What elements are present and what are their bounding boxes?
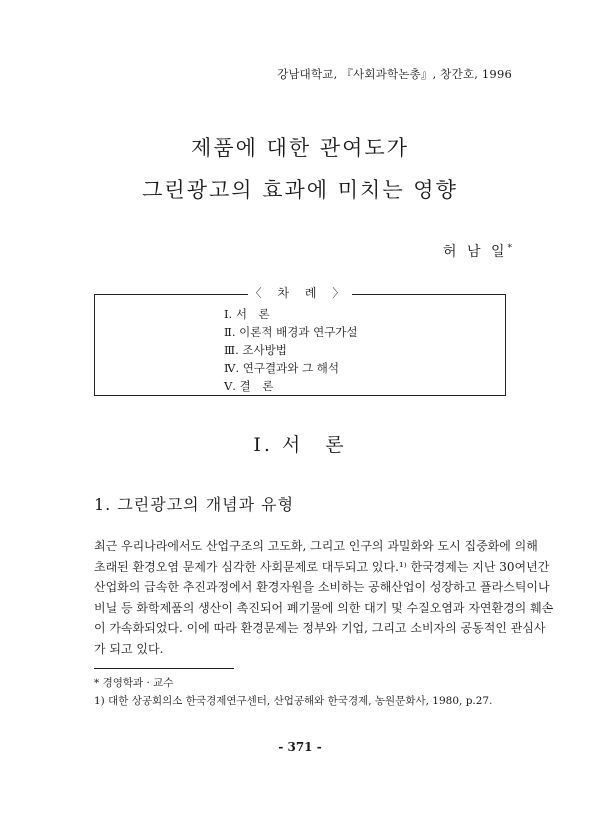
paragraph-line: 비닐 등 화학제품의 생산이 촉진되어 폐기물에 의한 대기 및 수질오염과 자연환경의 훼손: [94, 600, 554, 615]
paragraph-line: 산업화의 급속한 추진과정에서 환경자원을 소비하는 공해산업이 성장하고 플라스틱이나: [94, 580, 550, 594]
title-line-2: 그린광고의 효과에 미치는 영향: [142, 178, 458, 202]
toc-item: Ⅲ. 조사방법: [224, 343, 287, 357]
toc-heading-text: 〈 차 례 〉: [249, 286, 351, 300]
page-number: - 371 -: [278, 740, 322, 754]
section-heading: Ⅰ. 서 론: [253, 434, 347, 456]
toc-item: Ⅱ. 이론적 배경과 연구가설: [224, 325, 358, 339]
paragraph-line: 가 되고 있다.: [94, 641, 164, 656]
author-footnote-mark: *: [507, 243, 512, 254]
toc-item: Ⅴ. 결 론: [224, 379, 274, 393]
paragraph-line: 이 가속화되었다. 이에 따라 환경문제는 정부와 기업, 그리고 소비자의 공동적인 관심사: [94, 621, 546, 635]
journal-citation: 강남대학교, 『사회과학논총』, 창간호, 1996: [277, 67, 512, 81]
footnote-author: * 경영학과 · 교수: [94, 677, 174, 689]
paragraph-line: 최근 우리나라에서도 산업구조의 고도화, 그리고 인구의 과밀화와 도시 집중화에 의해: [94, 539, 538, 553]
toc-item: Ⅳ. 연구결과와 그 해석: [224, 361, 339, 375]
toc-item: Ⅰ. 서 론: [224, 307, 270, 321]
title-line-1: 제품에 대한 관여도가: [191, 136, 409, 160]
footnote-divider: [94, 668, 234, 669]
body-paragraph: [94, 536, 554, 659]
toc-list: [224, 305, 358, 395]
author-name-text: 허 남 일: [443, 244, 508, 260]
footnote-1: 1) 대한 상공회의소 한국경제연구센터, 산업공해와 한국경제, 농원문화사, 1980, p.27.: [94, 695, 493, 707]
subsection-heading: 1. 그린광고의 개념과 유형: [94, 495, 295, 514]
toc-heading: [0, 284, 600, 301]
author-name: [443, 241, 512, 261]
paragraph-line: 초래된 환경오염 문제가 심각한 사회문제로 대두되고 있다.¹⁾ 한국경제는 지난 30여년간: [94, 559, 550, 574]
